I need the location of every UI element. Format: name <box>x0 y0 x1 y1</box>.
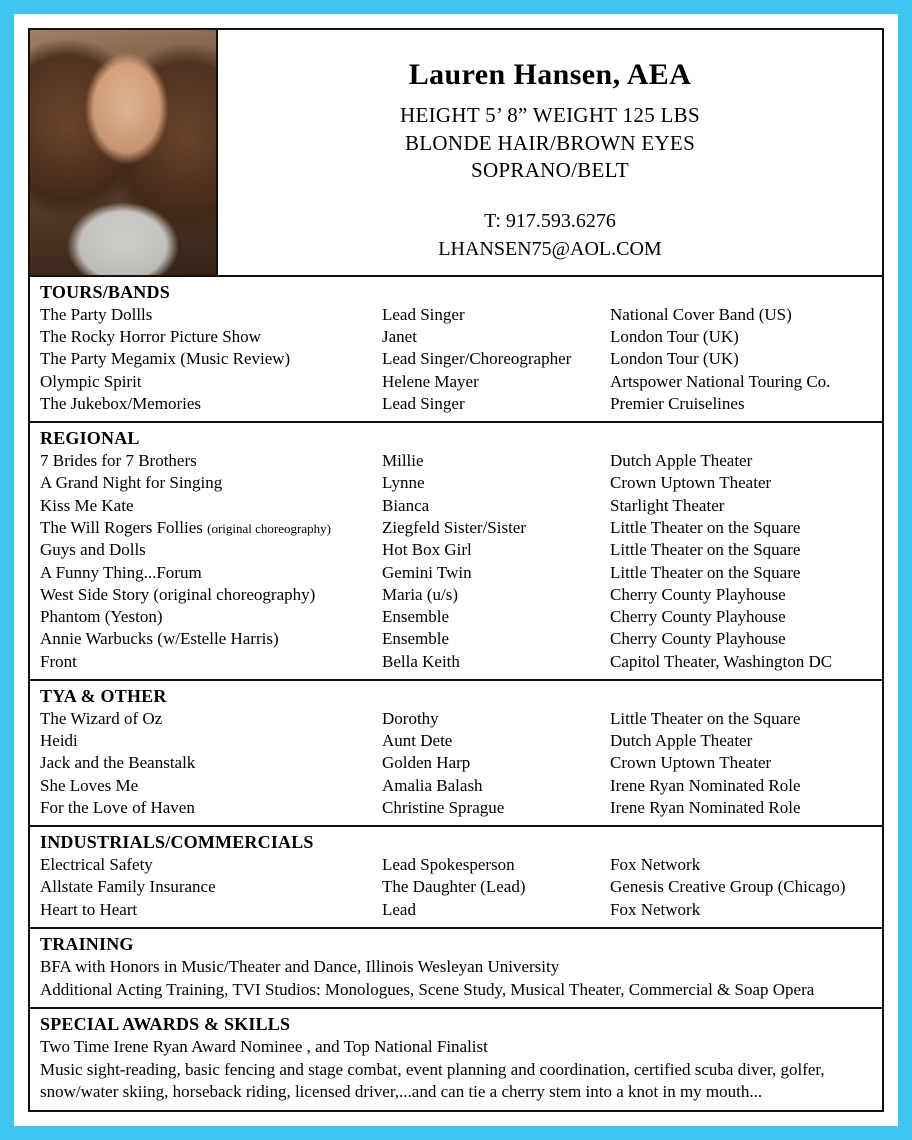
section-title: INDUSTRIALS/COMMERCIALS <box>40 832 314 853</box>
credit-venue: Cherry County Playhouse <box>610 584 786 604</box>
headshot-cell <box>30 30 218 275</box>
credit-row <box>40 326 882 348</box>
credit-role: Lead Spokesperson <box>382 855 515 875</box>
credit-row <box>40 775 882 797</box>
credit-row <box>40 304 882 326</box>
contact-block <box>218 207 882 263</box>
credit-title: Phantom (Yeston) <box>40 607 163 627</box>
credit-role: Lead Singer <box>382 393 465 413</box>
credit-row <box>40 752 882 774</box>
training-line: Additional Acting Training, TVI Studios: Monologues, Scene Study, Musical Theater, Commercial & Soap Opera <box>40 979 815 999</box>
credit-title: A Funny Thing...Forum <box>40 562 202 582</box>
credit-role: Millie <box>382 451 424 471</box>
credit-role: Lead Singer <box>382 304 465 324</box>
credit-venue: Fox Network <box>610 899 701 919</box>
credit-row <box>40 348 882 370</box>
credit-row <box>40 708 882 730</box>
credit-role: Gemini Twin <box>382 562 472 582</box>
section-tya-other <box>30 681 882 827</box>
section-title: REGIONAL <box>40 428 140 449</box>
credit-role: Helene Mayer <box>382 371 479 391</box>
skills-line: snow/water skiing, horseback riding, licensed driver,...and can tie a cherry stem into a knot in my mouth... <box>40 1082 763 1102</box>
credit-venue: Artspower National Touring Co. <box>610 371 831 391</box>
credit-title: For the Love of Haven <box>40 797 195 817</box>
credit-row <box>40 562 882 584</box>
credit-role: Christine Sprague <box>382 797 505 817</box>
credit-row <box>40 606 882 628</box>
training-line: BFA with Honors in Music/Theater and Dance, Illinois Wesleyan University <box>40 956 560 976</box>
credit-row <box>40 539 882 561</box>
credit-title: Guys and Dolls <box>40 540 146 560</box>
credit-venue: Cherry County Playhouse <box>610 629 786 649</box>
credit-venue: Irene Ryan Nominated Role <box>610 775 801 795</box>
credit-role: Aunt Dete <box>382 731 453 751</box>
credit-row <box>40 584 882 606</box>
credit-row <box>40 730 882 752</box>
credit-role: Dorothy <box>382 708 439 728</box>
resume-document <box>28 28 884 1112</box>
credit-row <box>40 628 882 650</box>
credit-title: Front <box>40 651 77 671</box>
credit-title: The Rocky Horror Picture Show <box>40 327 261 347</box>
credit-title: The Party Dollls <box>40 304 153 324</box>
credit-title: A Grand Night for Singing <box>40 473 223 493</box>
section-special-awards-skills <box>30 1009 882 1110</box>
stat-line-height-weight: HEIGHT 5’ 8” WEIGHT 125 LBS <box>400 103 700 127</box>
credit-venue: Capitol Theater, Washington DC <box>610 651 833 671</box>
credit-role: Ensemble <box>382 607 450 627</box>
credit-venue: Irene Ryan Nominated Role <box>610 797 801 817</box>
section-industrials-commercials <box>30 827 882 929</box>
credit-venue: Little Theater on the Square <box>610 708 801 728</box>
performer-name: Lauren Hansen, AEA <box>408 58 692 91</box>
credit-role: Amalia Balash <box>382 775 483 795</box>
credit-role: Bella Keith <box>382 651 460 671</box>
credit-title: The Party Megamix (Music Review) <box>40 349 291 369</box>
credit-venue: Crown Uptown Theater <box>610 473 772 493</box>
credit-venue: Premier Cruiselines <box>610 393 745 413</box>
stat-line-hair-eyes: BLONDE HAIR/BROWN EYES <box>404 130 696 155</box>
section-title: SPECIAL AWARDS & SKILLS <box>40 1014 291 1035</box>
credit-row <box>40 393 882 415</box>
credit-row <box>40 450 882 472</box>
credit-venue: Genesis Creative Group (Chicago) <box>610 877 846 897</box>
section-regional <box>30 423 882 681</box>
credit-title: West Side Story (original choreography) <box>40 584 316 604</box>
section-training <box>30 929 882 1009</box>
credit-venue: Dutch Apple Theater <box>610 731 753 751</box>
credit-venue: Crown Uptown Theater <box>610 753 772 773</box>
credit-title: Heidi <box>40 731 78 751</box>
credit-title: Jack and the Beanstalk <box>40 753 196 773</box>
email-address: LHANSEN75@AOL.COM <box>438 238 662 261</box>
section-tours-bands <box>30 277 882 423</box>
credit-venue: Starlight Theater <box>610 495 725 515</box>
credit-role: Lead <box>382 899 416 919</box>
credit-title: She Loves Me <box>40 775 139 795</box>
credit-venue: Cherry County Playhouse <box>610 607 786 627</box>
credit-role: Ensemble <box>382 629 450 649</box>
credit-row <box>40 876 882 898</box>
credit-role: The Daughter (Lead) <box>382 877 526 897</box>
phone-number: T: 917.593.6276 <box>484 210 616 233</box>
credit-venue: Little Theater on the Square <box>610 517 801 537</box>
section-title: TOURS/BANDS <box>40 281 170 302</box>
credit-title: Heart to Heart <box>40 899 138 919</box>
credit-venue: London Tour (UK) <box>610 349 739 369</box>
awards-line: Two Time Irene Ryan Award Nominee , and Top National Finalist <box>40 1037 488 1057</box>
credit-venue: Little Theater on the Square <box>610 562 801 582</box>
credit-role: Lead Singer/Choreographer <box>382 349 572 369</box>
credit-title-text: The Will Rogers Follies (original choreography) <box>40 517 331 537</box>
credit-title: Allstate Family Insurance <box>40 877 216 897</box>
credit-title <box>40 517 382 539</box>
credit-role: Ziegfeld Sister/Sister <box>382 517 527 537</box>
credit-row <box>40 371 882 393</box>
credit-venue: Little Theater on the Square <box>610 540 801 560</box>
credit-title: 7 Brides for 7 Brothers <box>40 451 197 471</box>
credit-row <box>40 517 882 539</box>
section-title: TRAINING <box>40 933 134 954</box>
credit-row <box>40 854 882 876</box>
resume-header <box>30 30 882 277</box>
credit-venue: Fox Network <box>610 855 701 875</box>
credit-title: Kiss Me Kate <box>40 495 134 515</box>
credit-role: Maria (u/s) <box>382 584 459 604</box>
credit-row <box>40 651 882 673</box>
header-text-block <box>218 30 882 275</box>
credit-role: Janet <box>382 327 417 347</box>
credit-title: Electrical Safety <box>40 855 153 875</box>
credit-row <box>40 472 882 494</box>
resume-page <box>14 14 898 1126</box>
credit-venue: Dutch Apple Theater <box>610 451 753 471</box>
credit-venue: London Tour (UK) <box>610 327 739 347</box>
credit-title: The Jukebox/Memories <box>40 393 201 413</box>
stat-line-voice: SOPRANO/BELT <box>470 158 630 183</box>
credit-title: Annie Warbucks (w/Estelle Harris) <box>40 629 279 649</box>
skills-line: Music sight-reading, basic fencing and stage combat, event planning and coordination, certified scuba diver, golfer, <box>40 1059 825 1079</box>
credit-row <box>40 797 882 819</box>
credit-venue: National Cover Band (US) <box>610 304 792 324</box>
credit-role: Golden Harp <box>382 753 471 773</box>
credit-title: Olympic Spirit <box>40 371 142 391</box>
credit-title: The Wizard of Oz <box>40 708 163 728</box>
credit-row <box>40 495 882 517</box>
headshot-photo <box>30 30 216 275</box>
section-title: TYA & OTHER <box>40 685 167 706</box>
credit-role: Bianca <box>382 495 430 515</box>
credit-role: Hot Box Girl <box>382 540 472 560</box>
credit-role: Lynne <box>382 473 425 493</box>
credit-row <box>40 899 882 921</box>
